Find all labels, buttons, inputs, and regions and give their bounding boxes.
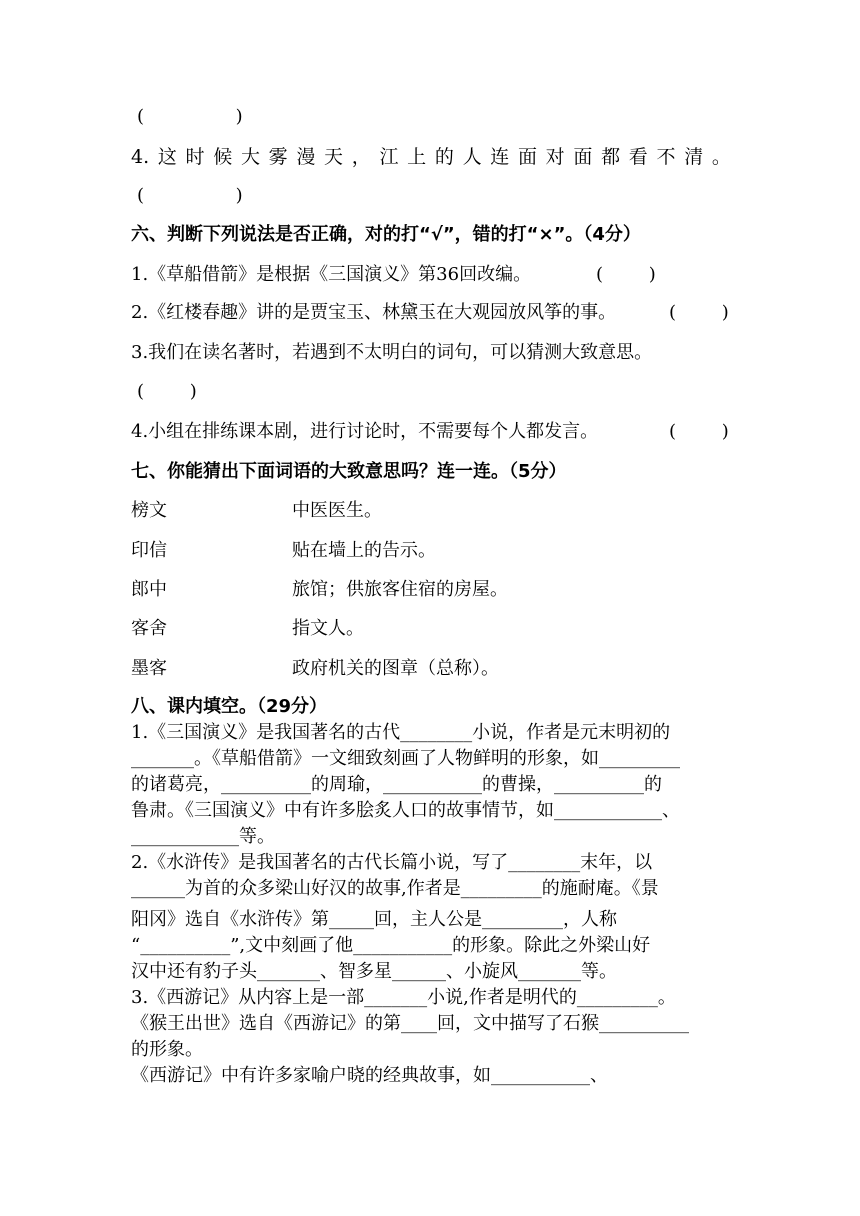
sentence-char: 不 [656, 146, 676, 168]
fill-blank-line: 汉中还有豹子头_______、智多星______、小旋风_______等。 [131, 961, 617, 982]
fill-blank-line: 3.《西游记》从内容上是一部_______小说,作者是明代的_________。 [131, 987, 676, 1008]
sentence-char: 看 [628, 146, 648, 168]
sentence-char: 大 [240, 146, 260, 168]
sentence-char: 连 [490, 146, 510, 168]
fill-blank-line: ____________等。 [131, 826, 275, 847]
match-meaning[interactable]: 旅馆；供旅客住宿的房屋。 [292, 579, 508, 600]
fill-blank-line: 1.《三国演义》是我国著名的古代________小说，作者是元末明初的 [131, 722, 671, 743]
section-heading: 六、判断下列说法是否正确，对的打“√”，错的打“×”。（4分） [131, 224, 641, 245]
answer-paren[interactable]: ( ) [596, 264, 656, 285]
sentence-char: 江 [379, 146, 399, 168]
sentence-char: 雾 [268, 146, 288, 168]
sentence-char: 漫 [296, 146, 316, 168]
match-meaning[interactable]: 贴在墙上的告示。 [292, 540, 436, 561]
judge-text: 2.《红楼春趣》讲的是贾宝玉、林黛玉在大观园放风筝的事。 [131, 302, 617, 323]
sentence-char: 。 [711, 146, 731, 168]
answer-paren[interactable]: ( ) [137, 106, 243, 127]
fill-blank-line: 2.《水浒传》是我国著名的古代长篇小说，写了________末年，以 [131, 852, 653, 873]
fill-blank-line: 鲁肃。《三国演义》中有许多脍炙人口的故事情节，如____________、 [131, 800, 680, 821]
match-word[interactable]: 榜文 [131, 500, 167, 521]
sentence-char: 面 [517, 146, 537, 168]
sentence-char: 上 [407, 146, 427, 168]
judge-item [131, 299, 731, 326]
fill-blank-line: 阳冈》选自《水浒传》第_____回，主人公是_________，人称 [131, 909, 617, 930]
sentence-char: 天 [324, 146, 344, 168]
sentence-char: 人 [462, 146, 482, 168]
match-meaning[interactable]: 中医医生。 [292, 500, 382, 521]
fill-blank-line: “__________”,文中刻画了他___________的形象。除此之外梁山好 [131, 935, 651, 956]
match-word[interactable]: 郎中 [131, 579, 167, 600]
answer-paren[interactable]: ( ) [137, 185, 243, 206]
match-meaning[interactable]: 指文人。 [292, 618, 364, 639]
judge-item [131, 339, 731, 366]
judge-text: 1.《草船借箭》是根据《三国演义》第36回改编。 [131, 264, 532, 285]
answer-paren[interactable]: ( ) [669, 421, 729, 442]
sentence-char: 的 [434, 146, 454, 168]
sentence-char: 候 [213, 146, 233, 168]
question-item [131, 144, 731, 171]
sentence-char: 这 [157, 146, 177, 168]
sentence-char: ， [351, 146, 371, 168]
answer-paren[interactable]: ( ) [137, 381, 197, 402]
fill-blank-line: ______为首的众多梁山好汉的故事,作者是_________的施耐庵。《景 [131, 878, 659, 899]
match-word[interactable]: 客舍 [131, 618, 167, 639]
fill-blank-line: 的形象。 [131, 1039, 203, 1060]
question-text [131, 144, 731, 171]
fill-blank-line: 的诸葛亮，__________的周瑜，___________的曹操，__________的 [131, 774, 662, 795]
judge-text: 4.小组在排练课本剧，进行讨论时，不需要每个人都发言。 [131, 421, 599, 442]
judge-text: 3.我们在读名著时，若遇到不太明白的词句，可以猜测大致意思。 [131, 342, 653, 363]
match-meaning[interactable]: 政府机关的图章（总称）。 [292, 658, 499, 679]
match-word[interactable]: 墨客 [131, 658, 167, 679]
answer-paren[interactable]: ( ) [669, 302, 729, 323]
fill-blank-line: _______。《草船借箭》一文细致刻画了人物鲜明的形象，如_________ [131, 748, 680, 769]
match-word[interactable]: 印信 [131, 540, 167, 561]
sentence-char: 面 [573, 146, 593, 168]
sentence-char: 清 [684, 146, 704, 168]
judge-item [131, 261, 731, 288]
sentence-char: 时 [185, 146, 205, 168]
section-heading: 七、你能猜出下面词语的大致意思吗？连一连。（5分） [131, 461, 567, 482]
sentence-char: 对 [545, 146, 565, 168]
section-heading: 八、课内填空。（29分） [131, 696, 328, 717]
sentence-char: 4. [131, 146, 150, 168]
fill-blank-line: 《猴王出世》选自《西游记》的第____回，文中描写了石猴__________ [131, 1013, 689, 1034]
sentence-char: 都 [601, 146, 621, 168]
judge-item [131, 418, 731, 445]
fill-blank-line: 《西游记》中有许多家喻户晓的经典故事，如___________、 [131, 1065, 608, 1086]
